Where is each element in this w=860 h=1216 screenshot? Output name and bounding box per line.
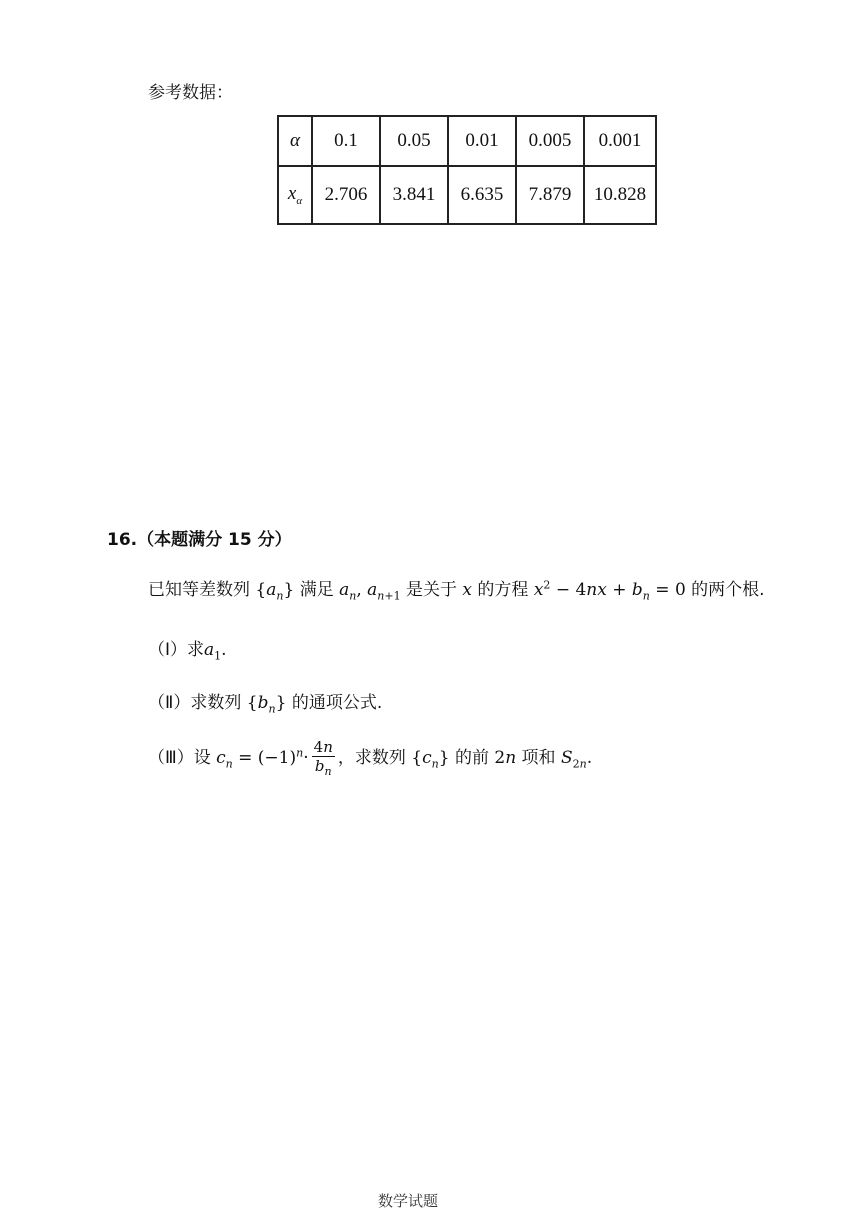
table-cell: 0.005 [516, 116, 584, 166]
table-cell: 2.706 [312, 166, 380, 224]
alpha-header: α [278, 116, 312, 166]
critical-value-table [277, 115, 657, 225]
table-cell: 0.1 [312, 116, 380, 166]
question-part-3: （Ⅲ）设 $c_n = (-1)^n\cdot$ $\frac{4n}{b_n}$ ，求数列 $\{c_n\}$ 的前 2n 项和 $S_{2n}$. [148, 738, 593, 778]
table-cell: 6.635 [448, 166, 516, 224]
table-cell: 0.05 [380, 116, 448, 166]
table-row [278, 116, 656, 166]
reference-data-label: 参考数据： [148, 83, 233, 103]
question-stem: 已知等差数列 $\{a_n\}$ 满足 $a_n$, $a_{n+1}$ 是关于 x 的方程 $x^2 - 4nx + b_n = 0$ 的两个根. [148, 578, 765, 603]
page-footer: 数学试题 [378, 1192, 439, 1210]
table-cell: 10.828 [584, 166, 656, 224]
fraction: $\frac{4n}{b_n}$ [313, 738, 333, 778]
table-cell: 7.879 [516, 166, 584, 224]
table-cell: 3.841 [380, 166, 448, 224]
table-cell: 0.01 [448, 116, 516, 166]
question-title: 16.（本题满分 15 分） [107, 530, 292, 550]
x-alpha-header: $x_\alpha$ [278, 166, 312, 224]
table-cell: 0.001 [584, 116, 656, 166]
table-row [278, 166, 656, 224]
question-part-2: （Ⅱ）求数列 $\{b_n\}$ 的通项公式. [148, 693, 383, 716]
question-part-1: （Ⅰ）求$a_1$. [148, 640, 227, 663]
